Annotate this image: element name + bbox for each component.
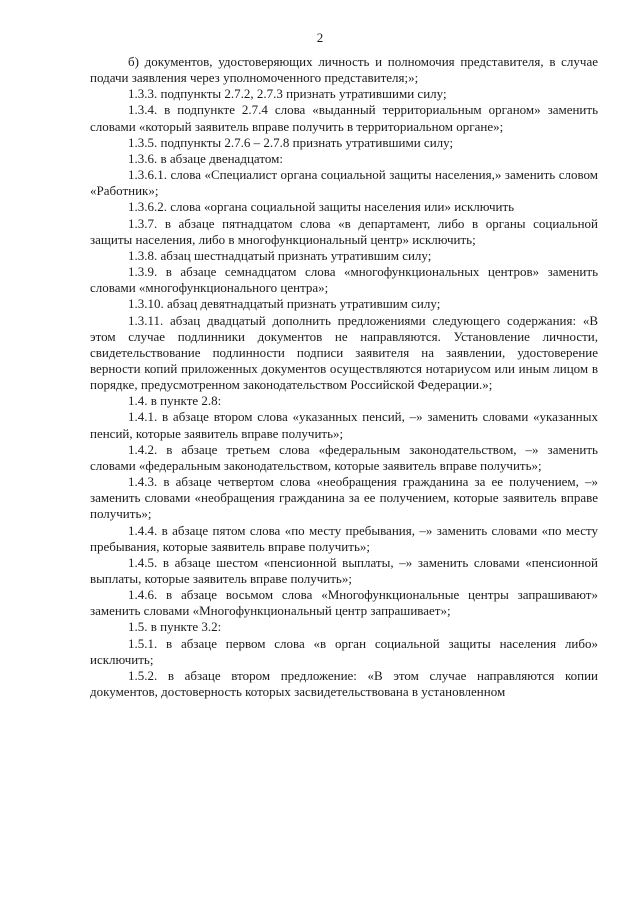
paragraph: 1.3.5. подпункты 2.7.6 – 2.7.8 признать утратившими силу; xyxy=(128,134,454,150)
paragraph: 1.4.2. в абзаце третьем слова «федеральным законодательством, –» заменить словами «федеральным законодательством, которые заявитель вправе получить»; xyxy=(90,441,598,473)
document-body xyxy=(90,54,598,700)
paragraph: 1.3.6.1. слова «Специалист органа социальной защиты населения,» заменить словом «Работник»; xyxy=(90,167,598,199)
paragraph: 1.4. в пункте 2.8: xyxy=(128,393,222,409)
paragraph: 1.5. в пункте 3.2: xyxy=(128,619,222,635)
paragraph: 1.4.3. в абзаце четвертом слова «необращения гражданина за ее получением, –» заменить словами «необращения гражданина за ее получением, которые заявитель вправе получить»; xyxy=(90,474,598,522)
paragraph: 1.3.9. в абзаце семнадцатом слова «многофункциональных центров» заменить словами «многофункционального центра»; xyxy=(90,264,598,296)
paragraph: 1.3.7. в абзаце пятнадцатом слова «в департамент, либо в органы социальной защиты населения, либо в многофункциональный центр» исключить; xyxy=(90,215,598,247)
paragraph: б) документов, удостоверяющих личность и полномочия представителя, в случае подачи заявления через уполномоченного представителя;»; xyxy=(90,54,598,86)
paragraph: 1.3.6.2. слова «органа социальной защиты населения или» исключить xyxy=(128,199,515,215)
paragraph: 1.4.4. в абзаце пятом слова «по месту пребывания, –» заменить словами «по месту пребывания, которые заявитель вправе получить»; xyxy=(90,522,598,554)
paragraph: 1.3.3. подпункты 2.7.2, 2.7.3 признать утратившими силу; xyxy=(128,86,447,102)
paragraph: 1.5.1. в абзаце первом слова «в орган социальной защиты населения либо» исключить; xyxy=(90,635,598,667)
paragraph: 1.3.11. абзац двадцатый дополнить предложениями следующего содержания: «В этом случае подлинники документов не направляются. Установление личности, свидетельствование подлинности подписи заявителя на заявлении, удостоверение верности копий приложенных документов осуществляются нотариусом или иным лицом в порядке, предусмотренном законодательством Российской Федерации.»; xyxy=(90,312,598,393)
paragraph: 1.3.8. абзац шестнадцатый признать утратившим силу; xyxy=(128,247,432,263)
paragraph: 1.5.2. в абзаце втором предложение: «В этом случае направляются копии документов, достоверность которых засвидетельствована в установленном xyxy=(90,667,598,700)
paragraph: 1.4.1. в абзаце втором слова «указанных пенсий, –» заменить словами «указанных пенсий, которые заявитель вправе получить»; xyxy=(90,409,598,441)
page-number: 2 xyxy=(316,30,324,45)
paragraph: 1.3.4. в подпункте 2.7.4 слова «выданный территориальным органом» заменить словами «который заявитель вправе получить в территориальном органе»; xyxy=(90,102,598,134)
paragraph: 1.3.6. в абзаце двенадцатом: xyxy=(128,150,283,166)
paragraph: 1.4.5. в абзаце шестом «пенсионной выплаты, –» заменить словами «пенсионной выплаты, которые заявитель вправе получить»; xyxy=(90,554,598,586)
paragraph: 1.4.6. в абзаце восьмом слова «Многофункциональные центры запрашивают» заменить словами «Многофункциональный центр запрашивает»; xyxy=(90,587,598,619)
paragraph: 1.3.10. абзац девятнадцатый признать утратившим силу; xyxy=(128,296,441,312)
